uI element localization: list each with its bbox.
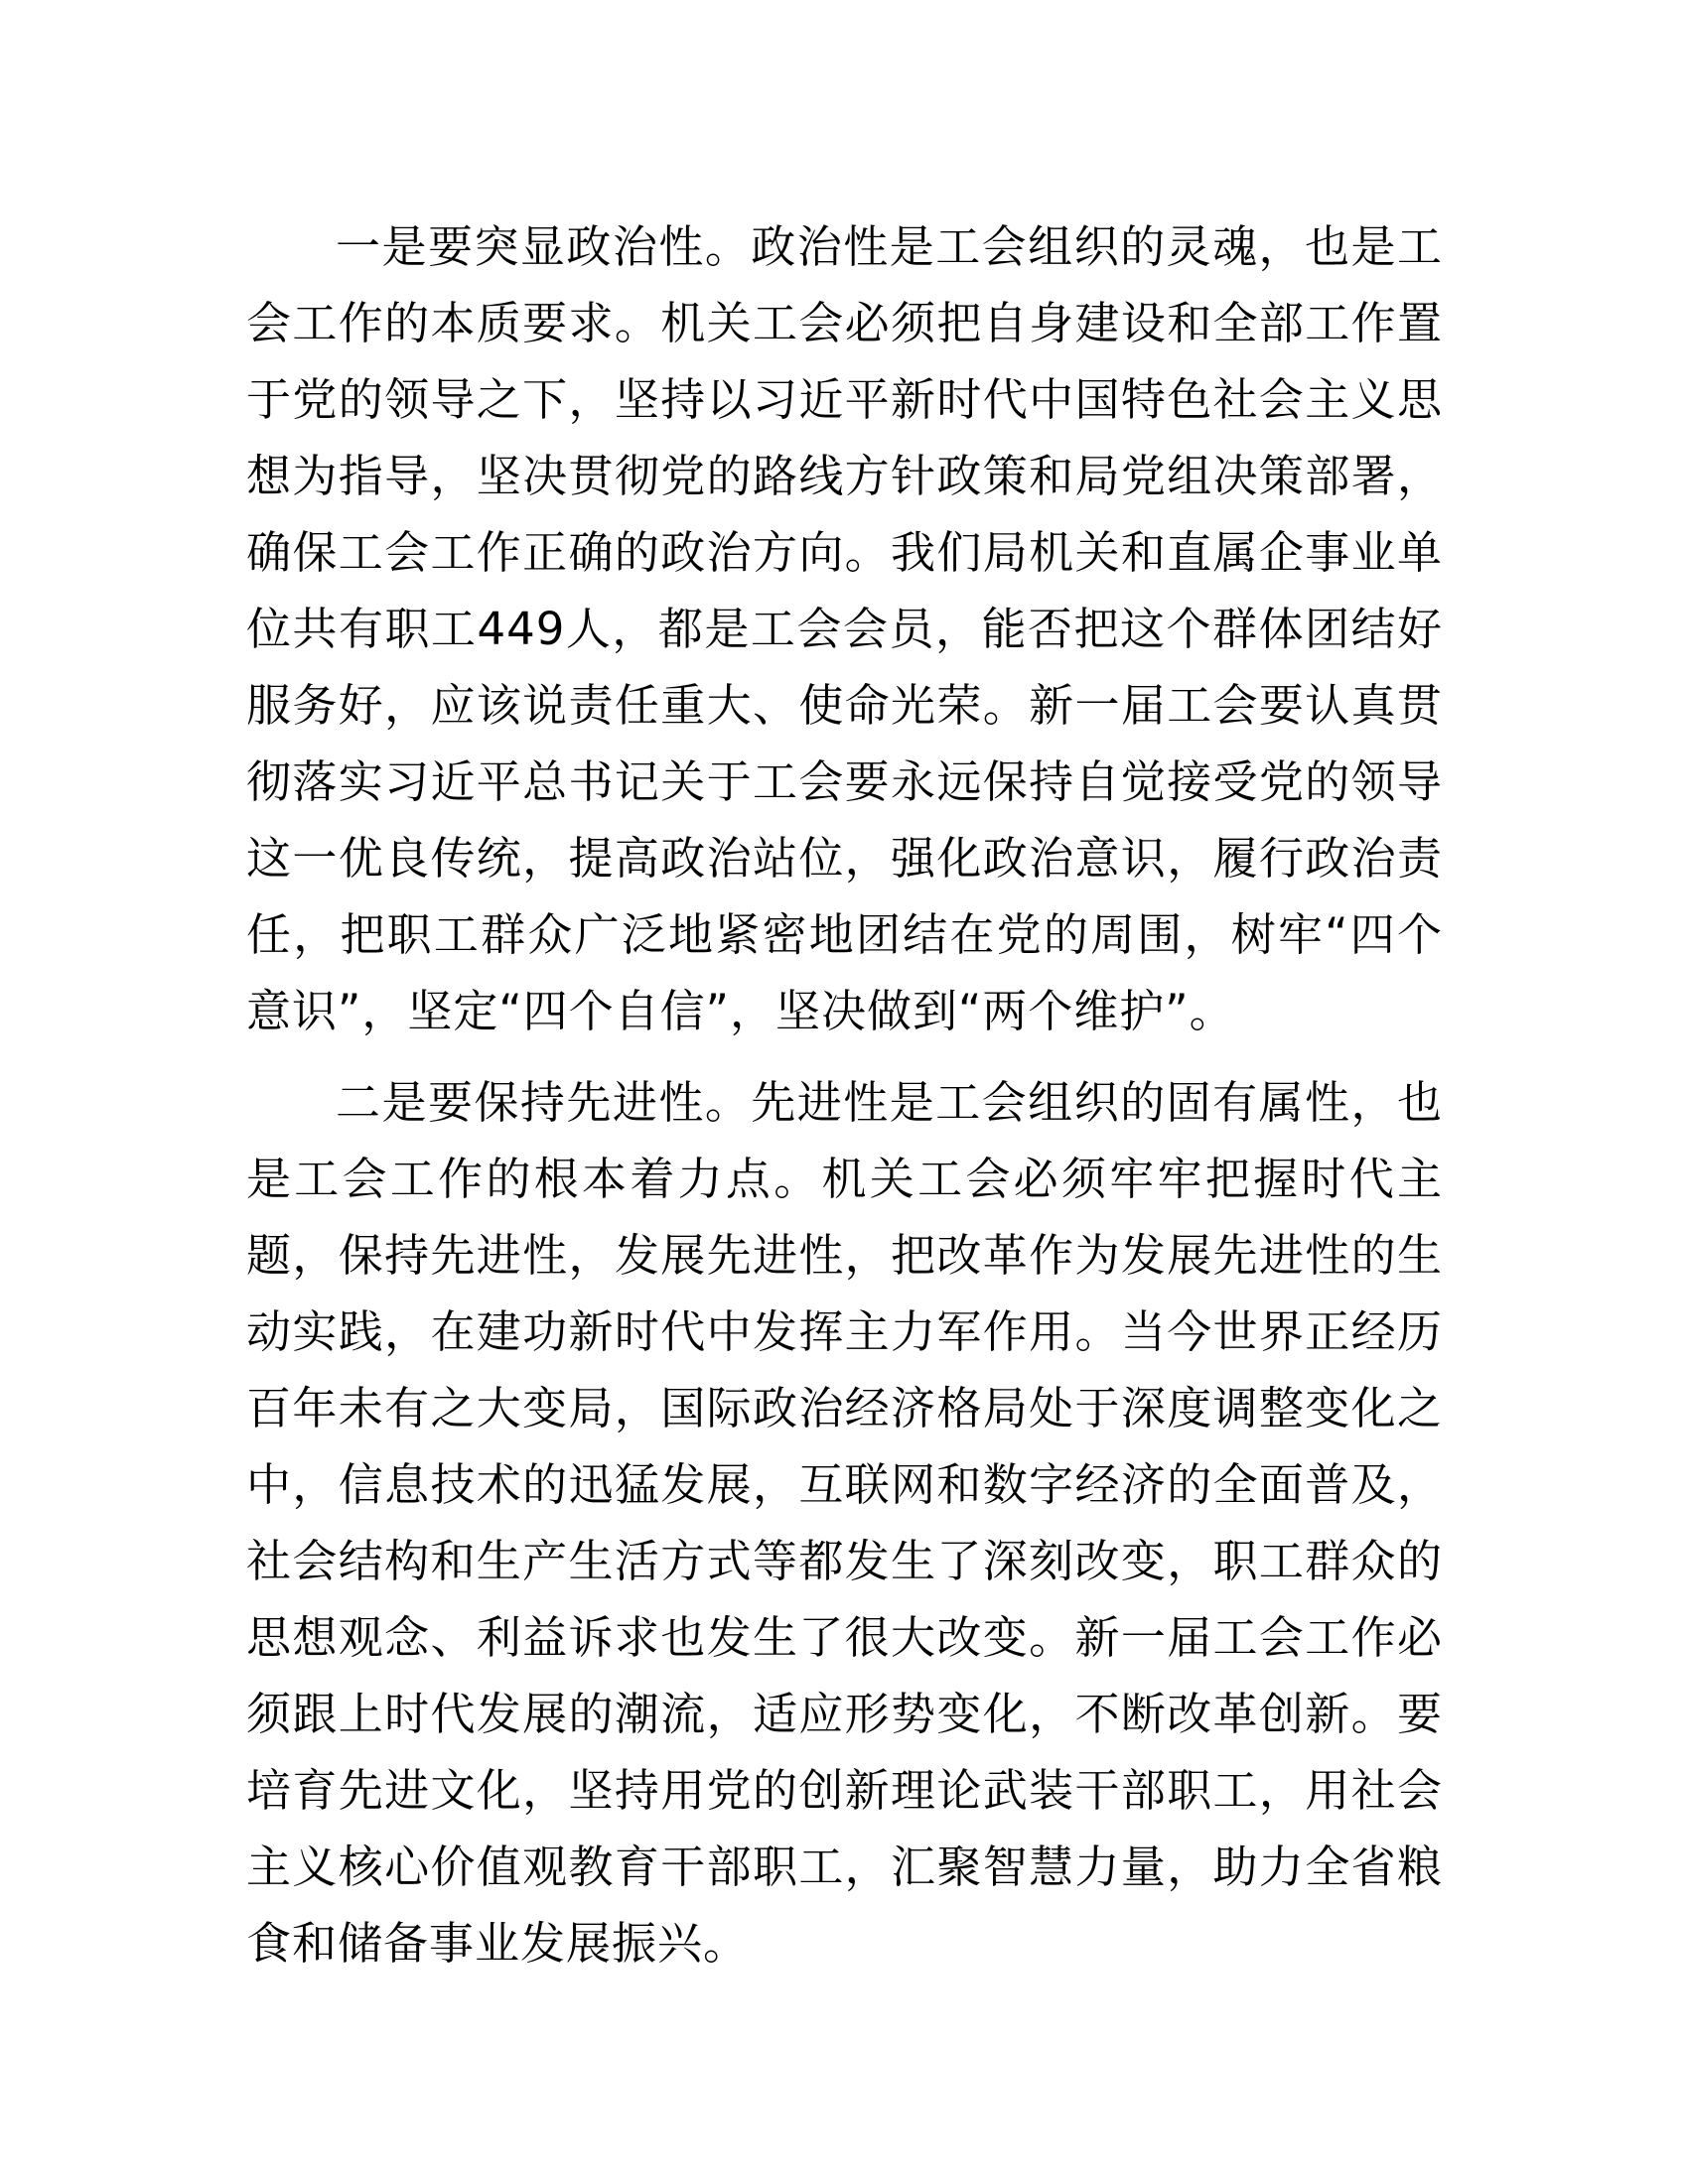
paragraph-advanced: 二是要保持先进性。先进性是工会组织的固有属性，也是工会工作的根本着力点。机关工会必须牢牢把握时代主题，保持先进性，发展先进性，把改革作为发展先进性的生动实践，在建功新时代中发挥主力军作用。当今世界正经历百年未有之大变局，国际政治经济格局处于深度调整变化之中，信息技术的迅猛发展，互联网和数字经济的全面普及，社会结构和生产生活方式等都发生了深刻改变，职工群众的思想观念、利益诉求也发生了很大改变。新一届工会工作必须跟上时代发展的潮流，适应形势变化，不断改革创新。要培育先进文化，坚持用党的创新理论武装干部职工，用社会主义核心价值观教育干部职工，汇聚智慧力量，助力全省粮食和储备事业发展振兴。	[246, 1076, 1443, 1970]
document-body	[246, 208, 1443, 1981]
paragraph-political: 一是要突显政治性。政治性是工会组织的灵魂，也是工会工作的本质要求。机关工会必须把自身建设和全部工作置于党的领导之下，坚持以习近平新时代中国特色社会主义思想为指导，坚决贯彻党的路线方针政策和局党组决策部署，确保工会工作正确的政治方向。我们局机关和直属企事业单位共有职工449人，都是工会会员，能否把这个群体团结好服务好，应该说责任重大、使命光荣。新一届工会要认真贯彻落实习近平总书记关于工会要永远保持自觉接受党的领导这一优良传统，提高政治站位，强化政治意识，履行政治责任，把职工群众广泛地紧密地团结在党的周围，树牢“四个意识”，坚定“四个自信”，坚决做到“两个维护”。	[246, 220, 1443, 1037]
